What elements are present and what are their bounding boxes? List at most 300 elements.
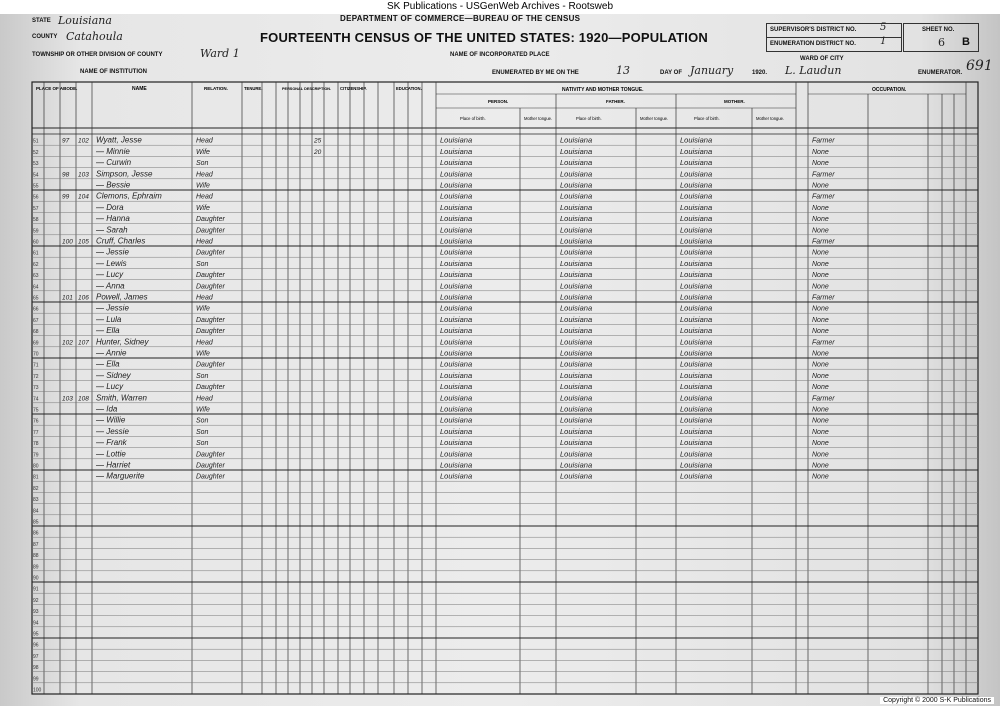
mother-birthplace: Louisiana bbox=[680, 382, 713, 392]
line-number: 98 bbox=[33, 665, 39, 672]
line-number: 93 bbox=[33, 609, 39, 616]
dwelling-number: 100 bbox=[62, 238, 73, 246]
relation-value: Daughter bbox=[196, 316, 225, 324]
line-number: 89 bbox=[33, 564, 39, 571]
line-number: 83 bbox=[33, 497, 39, 504]
relation-value: Wife bbox=[196, 148, 210, 156]
relation-value: Daughter bbox=[196, 216, 225, 224]
person-name: — Lewis bbox=[96, 258, 127, 268]
dwelling-number: 102 bbox=[62, 339, 73, 347]
father-birthplace: Louisiana bbox=[560, 348, 593, 358]
occupation-value: None bbox=[812, 204, 829, 212]
person-birthplace: Louisiana bbox=[440, 270, 473, 280]
person-birthplace: Louisiana bbox=[440, 314, 473, 324]
relation-value: Daughter bbox=[196, 328, 225, 336]
entries bbox=[33, 136, 835, 694]
line-number: 64 bbox=[33, 284, 39, 291]
occupation-value: None bbox=[812, 182, 829, 190]
relation-value: Wife bbox=[196, 406, 210, 414]
relation-heading: RELATION. bbox=[204, 86, 228, 91]
line-number: 56 bbox=[33, 194, 39, 201]
archive-banner: SK Publications - USGenWeb Archives - Rootsweb bbox=[0, 0, 1000, 14]
relation-value: Son bbox=[196, 440, 209, 448]
mother-birthplace: Louisiana bbox=[680, 292, 713, 302]
relation-value: Daughter bbox=[196, 227, 225, 235]
line-number: 61 bbox=[33, 250, 39, 257]
father-birthplace: Louisiana bbox=[560, 281, 593, 291]
relation-value: Head bbox=[196, 171, 213, 179]
line-number: 62 bbox=[33, 261, 39, 268]
line-number: 85 bbox=[33, 519, 39, 526]
line-number: 65 bbox=[33, 295, 39, 302]
father-tongue-heading: Mother tongue. bbox=[640, 116, 669, 121]
person-name: — Willie bbox=[96, 415, 126, 425]
date-day-value: 13 bbox=[616, 64, 630, 77]
mother-birthplace: Louisiana bbox=[680, 258, 713, 268]
relation-value: Head bbox=[196, 395, 213, 403]
person-name: Powell, James bbox=[96, 292, 148, 302]
line-number: 75 bbox=[33, 407, 39, 414]
line-number: 69 bbox=[33, 340, 39, 347]
relation-value: Wife bbox=[196, 204, 210, 212]
occupation-value: None bbox=[812, 462, 829, 470]
person-name: — Lucy bbox=[96, 382, 124, 392]
mother-heading: MOTHER. bbox=[724, 99, 745, 104]
relation-value: Head bbox=[196, 339, 213, 347]
person-birthplace: Louisiana bbox=[440, 382, 473, 392]
enumerated-label: ENUMERATED BY ME ON THE bbox=[492, 70, 579, 76]
occupation-value: None bbox=[812, 305, 829, 313]
line-number: 91 bbox=[33, 586, 39, 593]
relation-value: Daughter bbox=[196, 272, 225, 280]
line-number: 84 bbox=[33, 508, 39, 515]
occupation-value: None bbox=[812, 406, 829, 414]
relation-value: Daughter bbox=[196, 473, 225, 481]
line-number: 54 bbox=[33, 172, 39, 179]
father-birthplace: Louisiana bbox=[560, 236, 593, 246]
sheet-letter: B bbox=[962, 36, 970, 48]
person-name: — Frank bbox=[96, 438, 127, 448]
father-birthplace: Louisiana bbox=[560, 270, 593, 280]
father-birthplace: Louisiana bbox=[560, 258, 593, 268]
person-name: Wyatt, Jesse bbox=[96, 135, 142, 145]
person-birthplace: Louisiana bbox=[440, 415, 473, 425]
father-birthplace: Louisiana bbox=[560, 370, 593, 380]
state-value: Louisiana bbox=[58, 14, 112, 27]
relation-value: Daughter bbox=[196, 283, 225, 291]
person-birthplace: Louisiana bbox=[440, 146, 473, 156]
person-birth-heading: Place of birth. bbox=[460, 116, 486, 121]
mother-birthplace: Louisiana bbox=[680, 270, 713, 280]
relation-value: Son bbox=[196, 260, 209, 268]
person-birthplace: Louisiana bbox=[440, 404, 473, 414]
nativity-heading: NATIVITY AND MOTHER TONGUE. bbox=[562, 87, 644, 93]
line-number: 95 bbox=[33, 631, 39, 638]
father-birthplace: Louisiana bbox=[560, 326, 593, 336]
person-name: — Lula bbox=[96, 314, 122, 324]
person-name: — Curwin bbox=[96, 158, 132, 168]
supervisor-label: SUPERVISOR'S DISTRICT NO. bbox=[770, 27, 857, 33]
father-birthplace: Louisiana bbox=[560, 214, 593, 224]
line-number: 51 bbox=[33, 138, 39, 145]
person-birthplace: Louisiana bbox=[440, 348, 473, 358]
family-number: 106 bbox=[78, 294, 89, 302]
mother-birthplace: Louisiana bbox=[680, 303, 713, 313]
person-name: — Ida bbox=[96, 404, 118, 414]
occupation-value: Farmer bbox=[812, 339, 835, 347]
margin-note: 691 bbox=[966, 58, 993, 74]
person-birthplace: Louisiana bbox=[440, 292, 473, 302]
father-birthplace: Louisiana bbox=[560, 303, 593, 313]
occupation-value: None bbox=[812, 328, 829, 336]
mother-birthplace: Louisiana bbox=[680, 460, 713, 470]
mother-birthplace: Louisiana bbox=[680, 202, 713, 212]
person-birthplace: Louisiana bbox=[440, 281, 473, 291]
mother-birthplace: Louisiana bbox=[680, 236, 713, 246]
line-number: 97 bbox=[33, 653, 39, 660]
line-number: 79 bbox=[33, 452, 39, 459]
father-birthplace: Louisiana bbox=[560, 359, 593, 369]
family-number: 102 bbox=[78, 137, 89, 145]
day-of-label: DAY OF bbox=[660, 70, 683, 76]
relation-value: Daughter bbox=[196, 451, 225, 459]
relation-value: Son bbox=[196, 428, 209, 436]
person-name: — Sidney bbox=[96, 370, 131, 380]
person-birthplace: Louisiana bbox=[440, 225, 473, 235]
family-number: 103 bbox=[78, 171, 89, 179]
person-name: — Marguerite bbox=[96, 471, 145, 481]
occupation-value: Farmer bbox=[812, 395, 835, 403]
person-name: Cruff, Charles bbox=[96, 236, 146, 246]
occupation-value: Farmer bbox=[812, 193, 835, 201]
person-birthplace: Louisiana bbox=[440, 247, 473, 257]
person-birthplace: Louisiana bbox=[440, 359, 473, 369]
person-name: — Jessie bbox=[96, 247, 129, 257]
father-birthplace: Louisiana bbox=[560, 382, 593, 392]
line-number: 99 bbox=[33, 676, 39, 683]
state-label: STATE bbox=[32, 18, 51, 24]
line-number: 72 bbox=[33, 373, 39, 380]
relation-value: Daughter bbox=[196, 249, 225, 257]
person-name: Clemons, Ephraim bbox=[96, 191, 162, 201]
person-name: — Minnie bbox=[96, 146, 130, 156]
person-name: — Lottie bbox=[96, 449, 126, 459]
person-birthplace: Louisiana bbox=[440, 258, 473, 268]
father-birthplace: Louisiana bbox=[560, 426, 593, 436]
institution-label: NAME OF INSTITUTION bbox=[80, 69, 147, 75]
line-number: 63 bbox=[33, 273, 39, 280]
relation-value: Wife bbox=[196, 350, 210, 358]
father-birthplace: Louisiana bbox=[560, 247, 593, 257]
person-name: — Hanna bbox=[96, 214, 130, 224]
relation-value: Head bbox=[196, 137, 213, 145]
father-birthplace: Louisiana bbox=[560, 158, 593, 168]
dwelling-number: 103 bbox=[62, 395, 73, 403]
line-number: 57 bbox=[33, 205, 39, 212]
family-number: 107 bbox=[78, 339, 89, 347]
age-value: 20 bbox=[314, 148, 322, 156]
mother-birthplace: Louisiana bbox=[680, 359, 713, 369]
enum-district-value: 1 bbox=[880, 36, 887, 47]
person-tongue-heading: Mother tongue. bbox=[524, 116, 553, 121]
line-number: 77 bbox=[33, 429, 39, 436]
father-birthplace: Louisiana bbox=[560, 169, 593, 179]
dwelling-number: 98 bbox=[62, 171, 70, 179]
line-number: 100 bbox=[33, 687, 42, 694]
person-name: — Sarah bbox=[96, 225, 128, 235]
mother-birthplace: Louisiana bbox=[680, 247, 713, 257]
relation-value: Daughter bbox=[196, 361, 225, 369]
year-label: 1920. bbox=[752, 70, 768, 76]
mother-birthplace: Louisiana bbox=[680, 449, 713, 459]
father-birthplace: Louisiana bbox=[560, 415, 593, 425]
enumerator-value: L. Laudun bbox=[785, 64, 842, 77]
mother-birthplace: Louisiana bbox=[680, 370, 713, 380]
person-name: Simpson, Jesse bbox=[96, 169, 153, 179]
table-frame bbox=[32, 82, 978, 694]
line-number: 60 bbox=[33, 239, 39, 246]
line-number: 80 bbox=[33, 463, 39, 470]
line-number: 52 bbox=[33, 149, 39, 156]
department-heading: DEPARTMENT OF COMMERCE—BUREAU OF THE CENSUS bbox=[340, 14, 581, 23]
father-birthplace: Louisiana bbox=[560, 292, 593, 302]
person-birthplace: Louisiana bbox=[440, 370, 473, 380]
family-number: 108 bbox=[78, 395, 89, 403]
county-value: Catahoula bbox=[66, 30, 123, 43]
occupation-heading: OCCUPATION. bbox=[872, 87, 907, 93]
occupation-value: Farmer bbox=[812, 238, 835, 246]
mother-birthplace: Louisiana bbox=[680, 348, 713, 358]
mother-birthplace: Louisiana bbox=[680, 225, 713, 235]
mother-birthplace: Louisiana bbox=[680, 169, 713, 179]
line-number: 70 bbox=[33, 351, 39, 358]
county-label: COUNTY bbox=[32, 34, 58, 40]
father-birth-heading: Place of birth. bbox=[576, 116, 602, 121]
occupation-value: None bbox=[812, 350, 829, 358]
line-number: 59 bbox=[33, 228, 39, 235]
mother-birthplace: Louisiana bbox=[680, 471, 713, 481]
line-number: 87 bbox=[33, 541, 39, 548]
occupation-value: None bbox=[812, 417, 829, 425]
line-number: 55 bbox=[33, 183, 39, 190]
father-birthplace: Louisiana bbox=[560, 438, 593, 448]
occupation-value: None bbox=[812, 227, 829, 235]
occupation-value: None bbox=[812, 428, 829, 436]
relation-value: Wife bbox=[196, 182, 210, 190]
line-number: 66 bbox=[33, 306, 39, 313]
line-number: 73 bbox=[33, 385, 39, 392]
mother-birthplace: Louisiana bbox=[680, 180, 713, 190]
family-number: 104 bbox=[78, 193, 89, 201]
line-number: 53 bbox=[33, 161, 39, 168]
relation-value: Head bbox=[196, 238, 213, 246]
sheet-value: 6 bbox=[938, 36, 945, 49]
occupation-value: None bbox=[812, 272, 829, 280]
person-birthplace: Louisiana bbox=[440, 180, 473, 190]
line-number: 68 bbox=[33, 329, 39, 336]
person-birthplace: Louisiana bbox=[440, 158, 473, 168]
ward-label: WARD OF CITY bbox=[800, 56, 844, 62]
copyright: Copyright © 2000 S-K Publications bbox=[880, 697, 994, 704]
township-value: Ward 1 bbox=[200, 47, 240, 60]
person-name: — Annie bbox=[96, 348, 127, 358]
mother-birthplace: Louisiana bbox=[680, 415, 713, 425]
occupation-value: None bbox=[812, 440, 829, 448]
relation-value: Son bbox=[196, 372, 209, 380]
relation-value: Head bbox=[196, 193, 213, 201]
occupation-value: None bbox=[812, 260, 829, 268]
father-birthplace: Louisiana bbox=[560, 471, 593, 481]
occupation-value: None bbox=[812, 148, 829, 156]
person-birthplace: Louisiana bbox=[440, 236, 473, 246]
occupation-value: None bbox=[812, 473, 829, 481]
mother-birthplace: Louisiana bbox=[680, 214, 713, 224]
mother-birthplace: Louisiana bbox=[680, 337, 713, 347]
mother-birthplace: Louisiana bbox=[680, 314, 713, 324]
mother-birthplace: Louisiana bbox=[680, 146, 713, 156]
father-birthplace: Louisiana bbox=[560, 202, 593, 212]
person-birthplace: Louisiana bbox=[440, 202, 473, 212]
person-birthplace: Louisiana bbox=[440, 191, 473, 201]
relation-value: Daughter bbox=[196, 462, 225, 470]
father-birthplace: Louisiana bbox=[560, 449, 593, 459]
occupation-value: None bbox=[812, 316, 829, 324]
relation-value: Daughter bbox=[196, 384, 225, 392]
person-birthplace: Louisiana bbox=[440, 471, 473, 481]
occupation-value: Farmer bbox=[812, 137, 835, 145]
supervisor-value: 5 bbox=[880, 22, 887, 33]
father-birthplace: Louisiana bbox=[560, 191, 593, 201]
occupation-value: None bbox=[812, 160, 829, 168]
enum-district-label: ENUMERATION DISTRICT NO. bbox=[770, 41, 856, 47]
relation-value: Son bbox=[196, 417, 209, 425]
census-title: FOURTEENTH CENSUS OF THE UNITED STATES: 1920—POPULATION bbox=[260, 30, 708, 45]
mother-birthplace: Louisiana bbox=[680, 281, 713, 291]
person-name: — Ella bbox=[96, 326, 120, 336]
occupation-value: None bbox=[812, 361, 829, 369]
age-value: 25 bbox=[314, 137, 322, 145]
township-label: TOWNSHIP OR OTHER DIVISION OF COUNTY bbox=[32, 52, 163, 58]
father-birthplace: Louisiana bbox=[560, 337, 593, 347]
mother-birthplace: Louisiana bbox=[680, 158, 713, 168]
mother-birthplace: Louisiana bbox=[680, 191, 713, 201]
mother-tongue-heading: Mother tongue. bbox=[756, 116, 785, 121]
person-name: — Harriet bbox=[96, 460, 131, 470]
person-birthplace: Louisiana bbox=[440, 326, 473, 336]
occupation-value: None bbox=[812, 249, 829, 257]
place-of-abode-heading: PLACE OF ABODE. bbox=[36, 86, 78, 91]
person-birthplace: Louisiana bbox=[440, 438, 473, 448]
mother-birthplace: Louisiana bbox=[680, 438, 713, 448]
enumerator-label: ENUMERATOR. bbox=[918, 70, 963, 76]
relation-value: Wife bbox=[196, 305, 210, 313]
father-birthplace: Louisiana bbox=[560, 180, 593, 190]
person-birthplace: Louisiana bbox=[440, 460, 473, 470]
person-heading: PERSON. bbox=[488, 99, 509, 104]
mother-birth-heading: Place of birth. bbox=[694, 116, 720, 121]
line-number: 81 bbox=[33, 474, 39, 481]
citizenship-heading: CITIZENSHIP. bbox=[340, 86, 367, 91]
person-birthplace: Louisiana bbox=[440, 393, 473, 403]
person-birthplace: Louisiana bbox=[440, 303, 473, 313]
person-name: — Anna bbox=[96, 281, 125, 291]
line-number: 58 bbox=[33, 217, 39, 224]
line-number: 96 bbox=[33, 642, 39, 649]
mother-birthplace: Louisiana bbox=[680, 135, 713, 145]
person-birthplace: Louisiana bbox=[440, 337, 473, 347]
occupation-value: None bbox=[812, 384, 829, 392]
mother-birthplace: Louisiana bbox=[680, 393, 713, 403]
relation-value: Son bbox=[196, 160, 209, 168]
person-name: — Bessie bbox=[96, 180, 131, 190]
person-name: — Jessie bbox=[96, 426, 129, 436]
line-number: 94 bbox=[33, 620, 39, 627]
mother-birthplace: Louisiana bbox=[680, 326, 713, 336]
name-heading: NAME bbox=[132, 86, 147, 92]
personal-heading: PERSONAL DESCRIPTION. bbox=[282, 87, 332, 91]
person-name: — Lucy bbox=[96, 270, 124, 280]
father-birthplace: Louisiana bbox=[560, 135, 593, 145]
line-number: 86 bbox=[33, 530, 39, 537]
mother-birthplace: Louisiana bbox=[680, 426, 713, 436]
father-birthplace: Louisiana bbox=[560, 146, 593, 156]
relation-value: Head bbox=[196, 294, 213, 302]
father-birthplace: Louisiana bbox=[560, 393, 593, 403]
father-birthplace: Louisiana bbox=[560, 314, 593, 324]
person-name: Hunter, Sidney bbox=[96, 337, 149, 347]
person-name: Smith, Warren bbox=[96, 393, 147, 403]
father-birthplace: Louisiana bbox=[560, 460, 593, 470]
date-month-value: January bbox=[690, 64, 734, 77]
line-number: 90 bbox=[33, 575, 39, 582]
occupation-value: None bbox=[812, 283, 829, 291]
person-name: — Ella bbox=[96, 359, 120, 369]
line-number: 82 bbox=[33, 485, 39, 492]
father-birthplace: Louisiana bbox=[560, 404, 593, 414]
dwelling-number: 101 bbox=[62, 294, 73, 302]
occupation-value: None bbox=[812, 216, 829, 224]
person-birthplace: Louisiana bbox=[440, 449, 473, 459]
person-name: — Dora bbox=[96, 202, 124, 212]
occupation-value: None bbox=[812, 451, 829, 459]
person-birthplace: Louisiana bbox=[440, 169, 473, 179]
occupation-value: Farmer bbox=[812, 171, 835, 179]
tenure-heading: TENURE. bbox=[244, 86, 263, 91]
person-birthplace: Louisiana bbox=[440, 426, 473, 436]
occupation-value: None bbox=[812, 372, 829, 380]
person-birthplace: Louisiana bbox=[440, 135, 473, 145]
line-number: 71 bbox=[33, 362, 39, 369]
line-number: 74 bbox=[33, 396, 39, 403]
line-number: 92 bbox=[33, 597, 39, 604]
dwelling-number: 99 bbox=[62, 193, 70, 201]
sheet-label: SHEET NO. bbox=[922, 27, 955, 33]
line-number: 88 bbox=[33, 553, 39, 560]
mother-birthplace: Louisiana bbox=[680, 404, 713, 414]
occupation-value: Farmer bbox=[812, 294, 835, 302]
father-heading: FATHER. bbox=[606, 99, 625, 104]
education-heading: EDUCATION. bbox=[396, 86, 422, 91]
person-name: — Jessie bbox=[96, 303, 129, 313]
father-birthplace: Louisiana bbox=[560, 225, 593, 235]
family-number: 105 bbox=[78, 238, 89, 246]
row-lines bbox=[32, 145, 978, 694]
incorporated-label: NAME OF INCORPORATED PLACE bbox=[450, 52, 550, 58]
line-number: 67 bbox=[33, 317, 39, 324]
line-number: 78 bbox=[33, 441, 39, 448]
dwelling-number: 97 bbox=[62, 137, 70, 145]
line-number: 76 bbox=[33, 418, 39, 425]
